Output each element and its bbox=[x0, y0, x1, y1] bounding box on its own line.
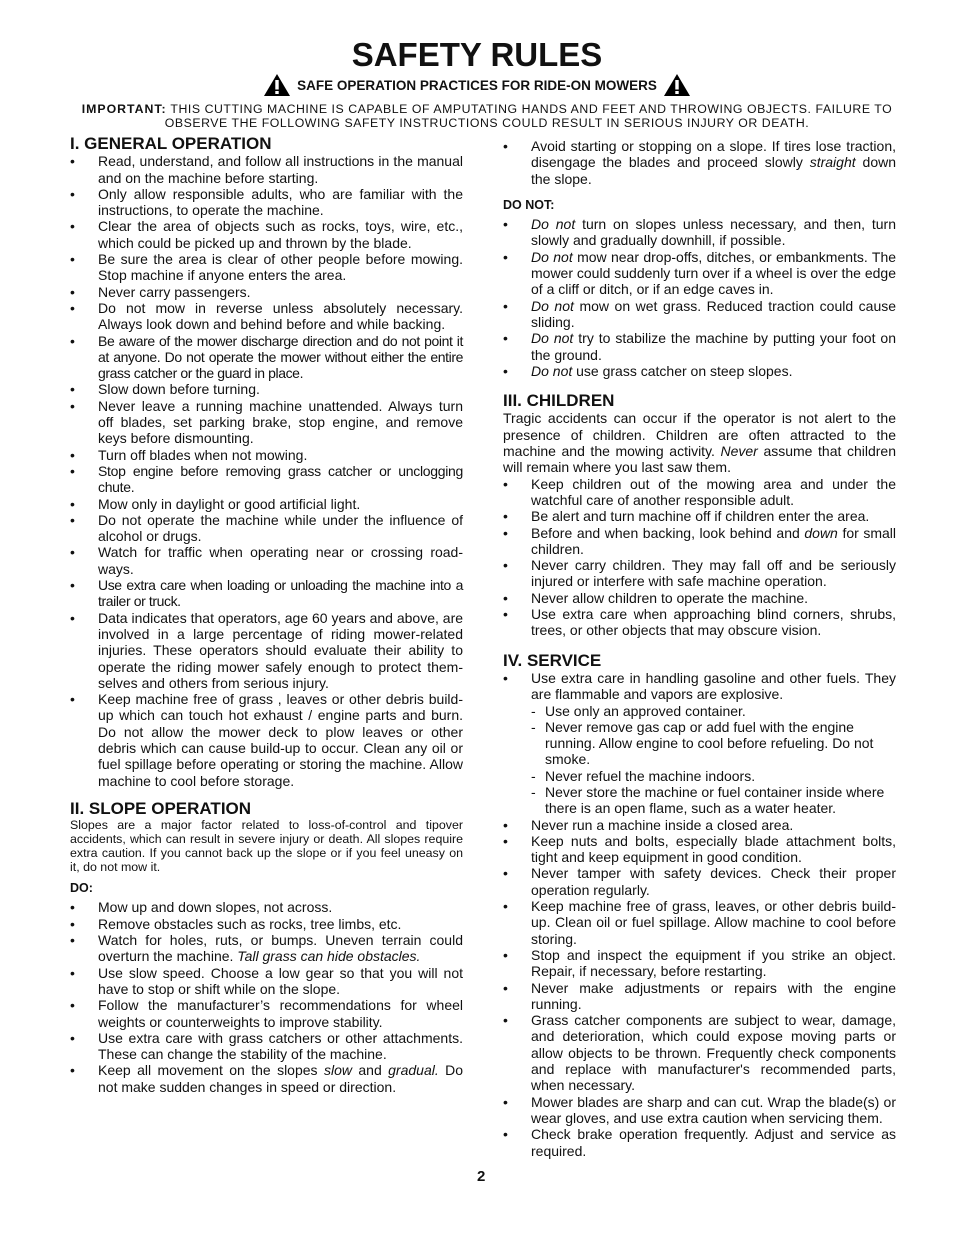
list-item: • Never tamper with safety devices. Check their proper operation regularly. bbox=[503, 865, 896, 898]
item-text: try to stabilize the machine by putting your foot on the ground. bbox=[531, 330, 896, 363]
item-italic: down bbox=[804, 524, 838, 541]
item-text: and bbox=[358, 1062, 382, 1079]
list-item: • Be alert and turn machine off if children enter the area. bbox=[503, 508, 896, 524]
list-item: • Never carry children. They may fall off and be seriously injured or interfere with safe machine operation. bbox=[503, 557, 896, 590]
item-italic: Do not bbox=[531, 362, 573, 379]
item-text: for small children. bbox=[531, 524, 897, 557]
section-heading-slope: II. SLOPE OPERATION bbox=[70, 798, 252, 818]
warning-triangle-icon bbox=[263, 73, 291, 100]
list-item: • Stop and inspect the equipment if you strike an object. Repair, if necessary, before restarting. bbox=[503, 947, 896, 980]
list-item: • Turn off blades when not mowing. bbox=[70, 447, 463, 463]
item-text: use grass catcher on steep slopes. bbox=[576, 362, 793, 379]
section-heading-children: III. CHILDREN bbox=[503, 391, 615, 411]
list-item: • Use extra care when loading or unloading the machine into a trailer or truck. bbox=[70, 577, 463, 610]
right-column bbox=[503, 138, 896, 1159]
list-item: • Use slow speed. Choose a low gear so that you will not have to stop or shift while on the slope. bbox=[70, 965, 463, 998]
page-title: SAFETY RULES bbox=[351, 36, 603, 73]
do-label: DO: bbox=[70, 881, 93, 896]
list-item: • Be sure the area is clear of other people before mowing. Stop machine if anyone enters the area. bbox=[70, 251, 463, 284]
do-not-list bbox=[503, 216, 896, 379]
section-heading-service: IV. SERVICE bbox=[503, 650, 602, 670]
list-item bbox=[503, 298, 896, 331]
item-italic: Do not bbox=[531, 297, 574, 314]
list-item: • Watch for traffic when operating near or crossing road-ways. bbox=[70, 544, 463, 577]
important-label: IMPORTANT: bbox=[81, 102, 167, 116]
list-item: • Slow down before turning. bbox=[70, 381, 463, 397]
children-intro bbox=[503, 410, 896, 475]
page-number: 2 bbox=[477, 1168, 486, 1185]
subtitle-text: SAFE OPERATION PRACTICES FOR RIDE-ON MOWERS bbox=[297, 78, 657, 94]
list-item: • Never leave a running machine unattended. Always turn off blades, set parking brake, stop engine, and remove keys before dismounting. bbox=[70, 398, 463, 447]
intro-text: assume that children will remain where you last saw them. bbox=[503, 443, 896, 476]
list-item: • Keep nuts and bolts, especially blade attachment bolts, tight and keep equipment in good condition. bbox=[503, 833, 896, 866]
list-item bbox=[503, 249, 896, 298]
list-item: • Use extra care in handling gasoline and other fuels. They are flammable and vapors are explosive. bbox=[503, 670, 896, 703]
item-text: Do not make sudden changes in speed or direction. bbox=[98, 1062, 464, 1095]
list-item: • Check brake operation frequently. Adjust and service as required. bbox=[503, 1126, 896, 1159]
item-text: Avoid starting or stopping on a slope. If tires lose traction, disengage the blades and proceed slowly bbox=[531, 138, 896, 171]
list-item bbox=[70, 932, 463, 965]
list-item: • Be aware of the mower discharge direction and do not point it at anyone. Do not operate the mower without either the entire grass catcher or the guard in place. bbox=[70, 333, 463, 382]
list-item: • Mow only in daylight or good artificial light. bbox=[70, 496, 463, 512]
list-item: • Never carry passengers. bbox=[70, 284, 463, 300]
item-text: Watch for holes, ruts, or bumps. Uneven terrain could overturn the machine. bbox=[98, 932, 463, 965]
list-item: • Do not mow in reverse unless absolutely necessary. Always look down and behind before and while backing. bbox=[70, 300, 463, 333]
item-italic: slow bbox=[323, 1062, 352, 1079]
item-italic: Do not bbox=[531, 216, 576, 233]
item-italic: Do not bbox=[531, 248, 573, 265]
sub-list-item: - Never remove gas cap or add fuel with the engine running. Allow engine to cool before refueling. Do not smoke. bbox=[503, 719, 896, 768]
list-item: • Use extra care with grass catchers or other attachments. These can change the stability of the machine. bbox=[70, 1030, 463, 1063]
intro-text: Tragic accidents can occur if the operator is not alert to the presence of children. Children are often attracted to the machine and the mowing activity. bbox=[503, 410, 896, 460]
list-item: • Keep machine free of grass , leaves or other debris build-up which can touch hot exhaust / engine parts and burn. Do not allow the mower deck to plow leaves or other debris which can cause build-up to occur. Clean any oil or fuel spillage before operating or storing the machine. Allow machine to cool before storage. bbox=[70, 691, 463, 789]
list-item: • Remove obstacles such as rocks, tree limbs, etc. bbox=[70, 916, 463, 932]
list-item: • Mow up and down slopes, not across. bbox=[70, 899, 463, 915]
list-item: • Use extra care when approaching blind corners, shrubs, trees, or other objects that may obscure vision. bbox=[503, 606, 896, 639]
list-item: • Never run a machine inside a closed area. bbox=[503, 817, 896, 833]
left-column bbox=[70, 136, 463, 1095]
do-list bbox=[70, 899, 463, 1095]
list-item: • Stop engine before removing grass catcher or unclogging chute. bbox=[70, 463, 463, 496]
slope-intro: Slopes are a major factor related to loss-of-control and tipover accidents, which can result in severe injury or death. All slopes require extra caution. If you cannot back up the slope or if you feel uneasy on it, do not mow it. bbox=[70, 818, 463, 875]
general-list bbox=[70, 153, 463, 789]
list-item: • Data indicates that operators, age 60 years and above, are involved in a large percentage of riding mower-related injuries. These operators should evaluate their ability to operate the riding mower safely enough to protect them-selves and others from serious injury. bbox=[70, 610, 463, 691]
subtitle bbox=[0, 73, 954, 100]
list-item bbox=[503, 363, 896, 379]
item-italic: straight bbox=[809, 154, 856, 171]
list-item: • Clear the area of objects such as rocks, toys, wire, etc., which could be picked up and thrown by the blade. bbox=[70, 218, 463, 251]
important-text: THIS CUTTING MACHINE IS CAPABLE OF AMPUTATING HANDS AND FEET AND THROWING OBJECTS. FAILURE TO OBSERVE THE FOLLOWING SAFETY INSTRUCTIONS COULD RESULT IN SERIOUS INJURY OR DEATH. bbox=[164, 102, 893, 130]
sub-list-item: - Use only an approved container. bbox=[503, 703, 896, 719]
list-item: • Never make adjustments or repairs with the engine running. bbox=[503, 980, 896, 1013]
do-not-label: DO NOT: bbox=[503, 197, 555, 212]
warning-triangle-icon bbox=[663, 73, 691, 100]
list-item: • Read, understand, and follow all instructions in the manual and on the machine before starting. bbox=[70, 153, 463, 186]
do-list-continued bbox=[503, 138, 896, 187]
item-text: mow on wet grass. Reduced traction could cause sliding. bbox=[531, 297, 897, 330]
list-item: • Never allow children to operate the machine. bbox=[503, 590, 896, 606]
sub-list-item: - Never store the machine or fuel container inside where there is an open flame, such as a water heater. bbox=[503, 784, 896, 817]
list-item bbox=[503, 138, 896, 187]
list-item: • Do not operate the machine while under the influence of alcohol or drugs. bbox=[70, 512, 463, 545]
section-heading-general: I. GENERAL OPERATION bbox=[70, 134, 272, 153]
children-list bbox=[503, 476, 896, 639]
list-item bbox=[503, 330, 896, 363]
item-italic: gradual. bbox=[388, 1062, 439, 1079]
list-item bbox=[503, 525, 896, 558]
item-italic: Tall grass can hide obstacles. bbox=[237, 948, 421, 965]
list-item: • Keep machine free of grass, leaves, or other debris build-up. Clean oil or fuel spillage. Allow machine to cool before storing. bbox=[503, 898, 896, 947]
list-item: • Keep children out of the mowing area and under the watchful care of another responsible adult. bbox=[503, 476, 896, 509]
service-list bbox=[503, 670, 896, 1159]
list-item: • Only allow responsible adults, who are familiar with the instructions, to operate the machine. bbox=[70, 186, 463, 219]
item-text: turn on slopes unless necessary, and then, turn slowly and gradually downhill, if possible. bbox=[531, 216, 896, 249]
item-italic: Do not bbox=[531, 330, 574, 347]
item-text: Keep all movement on the slopes bbox=[98, 1062, 318, 1079]
item-text: mow near drop-offs, ditches, or embankments. The mower could suddenly turn over if a wheel is over the edge of a cliff or ditch, or if an edge caves in. bbox=[531, 248, 897, 298]
list-item: • Follow the manufacturer’s recommendations for wheel weights or counterweights to improve stability. bbox=[70, 997, 463, 1030]
important-notice bbox=[60, 103, 914, 130]
item-text: down the slope. bbox=[531, 154, 896, 187]
item-text: Before and when backing, look behind and bbox=[531, 524, 800, 541]
list-item: • Mower blades are sharp and can cut. Wrap the blade(s) or wear gloves, and use extra caution when servicing them. bbox=[503, 1094, 896, 1127]
sub-list-item: - Never refuel the machine indoors. bbox=[503, 768, 896, 784]
list-item: • Grass catcher components are subject to wear, damage, and deterioration, which could expose moving parts or allow objects to be thrown. Frequently check components and replace with manufacturer's recommended parts, when necessary. bbox=[503, 1012, 896, 1093]
list-item bbox=[503, 216, 896, 249]
intro-italic: Never bbox=[720, 443, 758, 460]
list-item bbox=[70, 1062, 463, 1095]
